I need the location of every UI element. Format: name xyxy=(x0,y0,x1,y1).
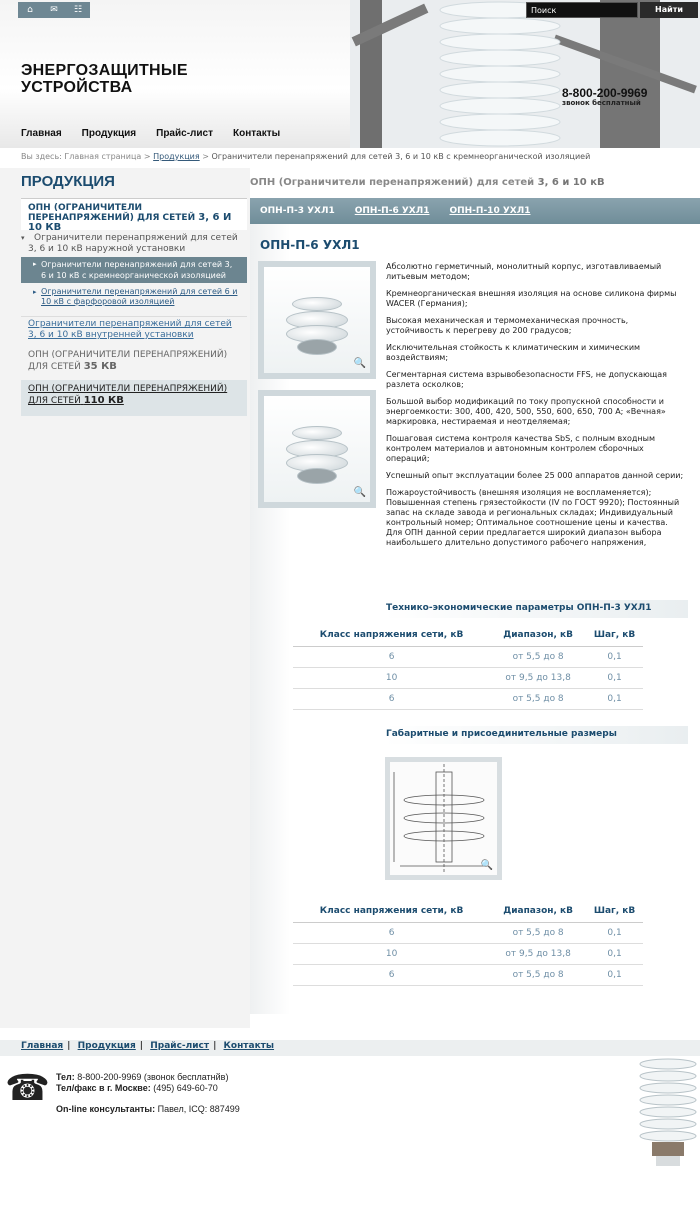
footer-link-products[interactable]: Продукция xyxy=(77,1041,136,1051)
feature-text: Сегментарная система взрывобезопасности FFS, не допускающая разлета осколков; xyxy=(386,370,667,389)
nav-products[interactable]: Продукция xyxy=(81,127,137,139)
footer-online: On-line консультанты: Павел, ICQ: 887499 xyxy=(56,1104,240,1114)
footer-link-home[interactable]: Главная xyxy=(21,1041,64,1051)
table-row: 10 от 9,5 до 13,8 0,1 xyxy=(293,667,643,688)
logo[interactable] xyxy=(21,62,188,96)
product-thumbnail-2[interactable] xyxy=(258,390,376,508)
sidebar-item-label: Ограничители перенапряжений для сетей 3, 6 и 10 кВ наружной установки xyxy=(28,233,238,254)
breadcrumb-prefix: Вы здесь: xyxy=(21,152,62,161)
column-header: Шаг, кВ xyxy=(586,900,643,922)
main-nav xyxy=(0,118,352,148)
zoom-icon[interactable]: 🔍 xyxy=(353,358,366,369)
sidebar-item-opn-3-6-10[interactable] xyxy=(21,198,247,233)
column-header: Диапазон, кВ xyxy=(490,900,586,922)
sidebar-item-silicone-active[interactable] xyxy=(21,257,247,283)
sidebar-item-opn-35[interactable] xyxy=(21,348,247,378)
table-row: 6 от 5,5 до 8 0,1 xyxy=(293,646,643,667)
table-row: 6 от 5,5 до 8 0,1 xyxy=(293,688,643,709)
tab-opn-p-3[interactable]: ОПН-П-3 УХЛ1 xyxy=(260,206,335,216)
header-photo xyxy=(350,0,700,148)
tab-opn-p-10[interactable]: ОПН-П-10 УХЛ1 xyxy=(449,206,531,216)
feature-text: Абсолютно герметичный, монолитный корпус, изготавливаемый литьевым методом; xyxy=(386,262,662,281)
column-header: Шаг, кВ xyxy=(586,624,643,646)
home-icon[interactable]: ⌂ xyxy=(27,5,33,15)
footer-link-pricelist[interactable]: Прайс-лист xyxy=(150,1041,210,1051)
sidebar-item-label: ОПН (ОГРАНИЧИТЕЛИ ПЕРЕНАПРЯЖЕНИЙ) ДЛЯ СЕТЕЙ xyxy=(28,350,228,372)
sidebar-item-suffix: 110 КВ xyxy=(83,395,124,406)
product-thumbnail-1[interactable] xyxy=(258,261,376,379)
sidebar-item-label: Ограничители перенапряжений для сетей 3, 6 и 10 кВ внутренней установки xyxy=(28,319,232,340)
footer-insulator-image xyxy=(636,1058,700,1172)
tab-opn-p-6[interactable]: ОПН-П-6 УХЛ1 xyxy=(354,206,430,216)
product-title: ОПН-П-6 УХЛ1 xyxy=(260,238,360,252)
column-header: Класс напряжения сети, кВ xyxy=(293,900,490,922)
feature-text: Пошаговая система контроля качества SbS, с полным входным контролем материалов и автономным контролем сборочных операций; xyxy=(386,434,656,463)
zoom-icon[interactable]: 🔍 xyxy=(480,860,493,871)
params-table-2 xyxy=(293,900,643,986)
column-header: Класс напряжения сети, кВ xyxy=(293,624,490,646)
insulator-photo xyxy=(350,0,700,148)
feature-text: Кремнеорганическая внешняя изоляция на основе силикона фирмы WACER (Германия); xyxy=(386,289,677,308)
dimension-drawing[interactable] xyxy=(385,757,502,880)
sidebar-item-suffix: 3, 6 И 10 КВ xyxy=(28,212,232,233)
feature-text: Большой выбор модификаций по току пропускной способности и энергоемкости: 300, 400, 420, 500, 550, 600, 650, 700 А; «Вечная» маркировка, нестираемая и неотделяемая; xyxy=(386,397,666,426)
sidebar-item-label: Ограничители перенапряжений для сетей 6 и 10 кВ с фарфоровой изоляцией xyxy=(41,287,238,306)
feature-text: Успешный опыт эксплуатации более 25 000 аппаратов данной серии; xyxy=(386,471,684,480)
column-header: Диапазон, кВ xyxy=(490,624,586,646)
logo-line-1: ЭНЕРГОЗАЩИТНЫЕ xyxy=(21,62,188,79)
params-section-title: Технико-экономические параметры ОПН-П-3 УХЛ1 xyxy=(384,600,688,618)
footer-fax: Тел/факс в г. Москве: (495) 649-60-70 xyxy=(56,1083,218,1093)
breadcrumb-separator: > xyxy=(202,152,209,161)
arrow-right-icon: ▸ xyxy=(33,288,37,296)
sidebar-item-label: Ограничители перенапряжений для сетей 3, 6 и 10 кВ с кремнеорганической изоляцией xyxy=(41,260,233,280)
breadcrumb-home[interactable]: Главная страница xyxy=(64,152,142,161)
sidebar-item-porcelain[interactable] xyxy=(21,286,247,310)
sidebar-title: ПРОДУКЦИЯ xyxy=(21,173,115,190)
insulator-image xyxy=(264,396,370,502)
header-phone: 8-800-200-9969 xyxy=(562,86,648,100)
page-title-text: ОПН (Ограничители перенапряжений) для сетей xyxy=(250,177,535,188)
zoom-icon[interactable]: 🔍 xyxy=(353,487,366,498)
table-row: 10 от 9,5 до 13,8 0,1 xyxy=(293,943,643,964)
sidebar-item-label: ОПН (ОГРАНИЧИТЕЛИ ПЕРЕНАПРЯЖЕНИЙ) ДЛЯ СЕТЕЙ xyxy=(28,203,196,223)
technical-drawing xyxy=(390,762,497,875)
sidebar-item-indoor[interactable] xyxy=(21,316,247,346)
feature-text: Исключительная стойкость к климатическим и химическим воздействиям; xyxy=(386,343,641,362)
page-title xyxy=(250,177,605,188)
feature-text: Высокая механическая и термомеханическая прочность, устойчивость к перегреву до 200 градусов; xyxy=(386,316,629,335)
mail-icon[interactable]: ✉ xyxy=(50,5,58,15)
search-input[interactable] xyxy=(526,2,638,18)
expanded-triangle-icon: ▾ xyxy=(21,234,25,242)
table-row: 6 от 5,5 до 8 0,1 xyxy=(293,922,643,943)
arrow-right-icon: ▸ xyxy=(33,260,37,268)
header-phone-note: звонок бесплатный xyxy=(562,99,641,107)
product-description xyxy=(386,262,686,555)
table-row: 6 от 5,5 до 8 0,1 xyxy=(293,964,643,985)
params-table-1 xyxy=(293,624,643,710)
breadcrumb-products[interactable]: Продукция xyxy=(153,152,200,161)
sidebar-item-outdoor[interactable] xyxy=(21,232,247,256)
sidebar-item-opn-110[interactable] xyxy=(21,380,247,416)
logo-line-2: УСТРОЙСТВА xyxy=(21,79,133,96)
sidebar-item-suffix: 35 КВ xyxy=(83,361,117,372)
footer-tel: Тел: 8-800-200-9969 (звонок бесплатнйв) xyxy=(56,1072,229,1082)
breadcrumb xyxy=(21,152,590,161)
search-button[interactable]: Найти xyxy=(640,2,698,18)
nav-contacts[interactable]: Контакты xyxy=(232,127,281,139)
sidebar-item-label: ОПН (ОГРАНИЧИТЕЛИ ПЕРЕНАПРЯЖЕНИЙ) ДЛЯ СЕТЕЙ xyxy=(28,384,228,406)
phone-handset-icon: ☎ xyxy=(5,1068,50,1109)
sitemap-icon[interactable]: ☷ xyxy=(73,5,83,15)
feature-text: Пожароустойчивость (внешняя изоляция не воспламеняется); Повышенная степень грязестойкости (IV по ГОСТ 9920); Постоянный запас на складе завода и региональных складах; Индивидуальный контрольный номер; Оптимальное соотношение цены и качества. Для ОПН данной серии предлагается широкий диапазон выбора наибольшего длительно допустимого рабочего напряжения, xyxy=(386,488,680,547)
dims-section-title: Габаритные и присоединительные размеры xyxy=(384,726,688,744)
footer-link-contacts[interactable]: Контакты xyxy=(223,1041,275,1051)
nav-home[interactable]: Главная xyxy=(21,127,62,139)
breadcrumb-current: Ограничители перенапряжений для сетей 3, 6 и 10 кВ с кремнеорганической изоляцией xyxy=(211,152,591,161)
insulator-image xyxy=(264,267,370,373)
footer-nav: Главная | Продукция | Прайс-лист | Контакты xyxy=(0,1040,700,1056)
page-title-suffix: 3, 6 и 10 кВ xyxy=(537,177,605,188)
top-icons xyxy=(18,2,90,18)
nav-pricelist[interactable]: Прайс-лист xyxy=(156,127,213,139)
product-tabs xyxy=(250,198,700,224)
breadcrumb-separator: > xyxy=(143,152,151,161)
